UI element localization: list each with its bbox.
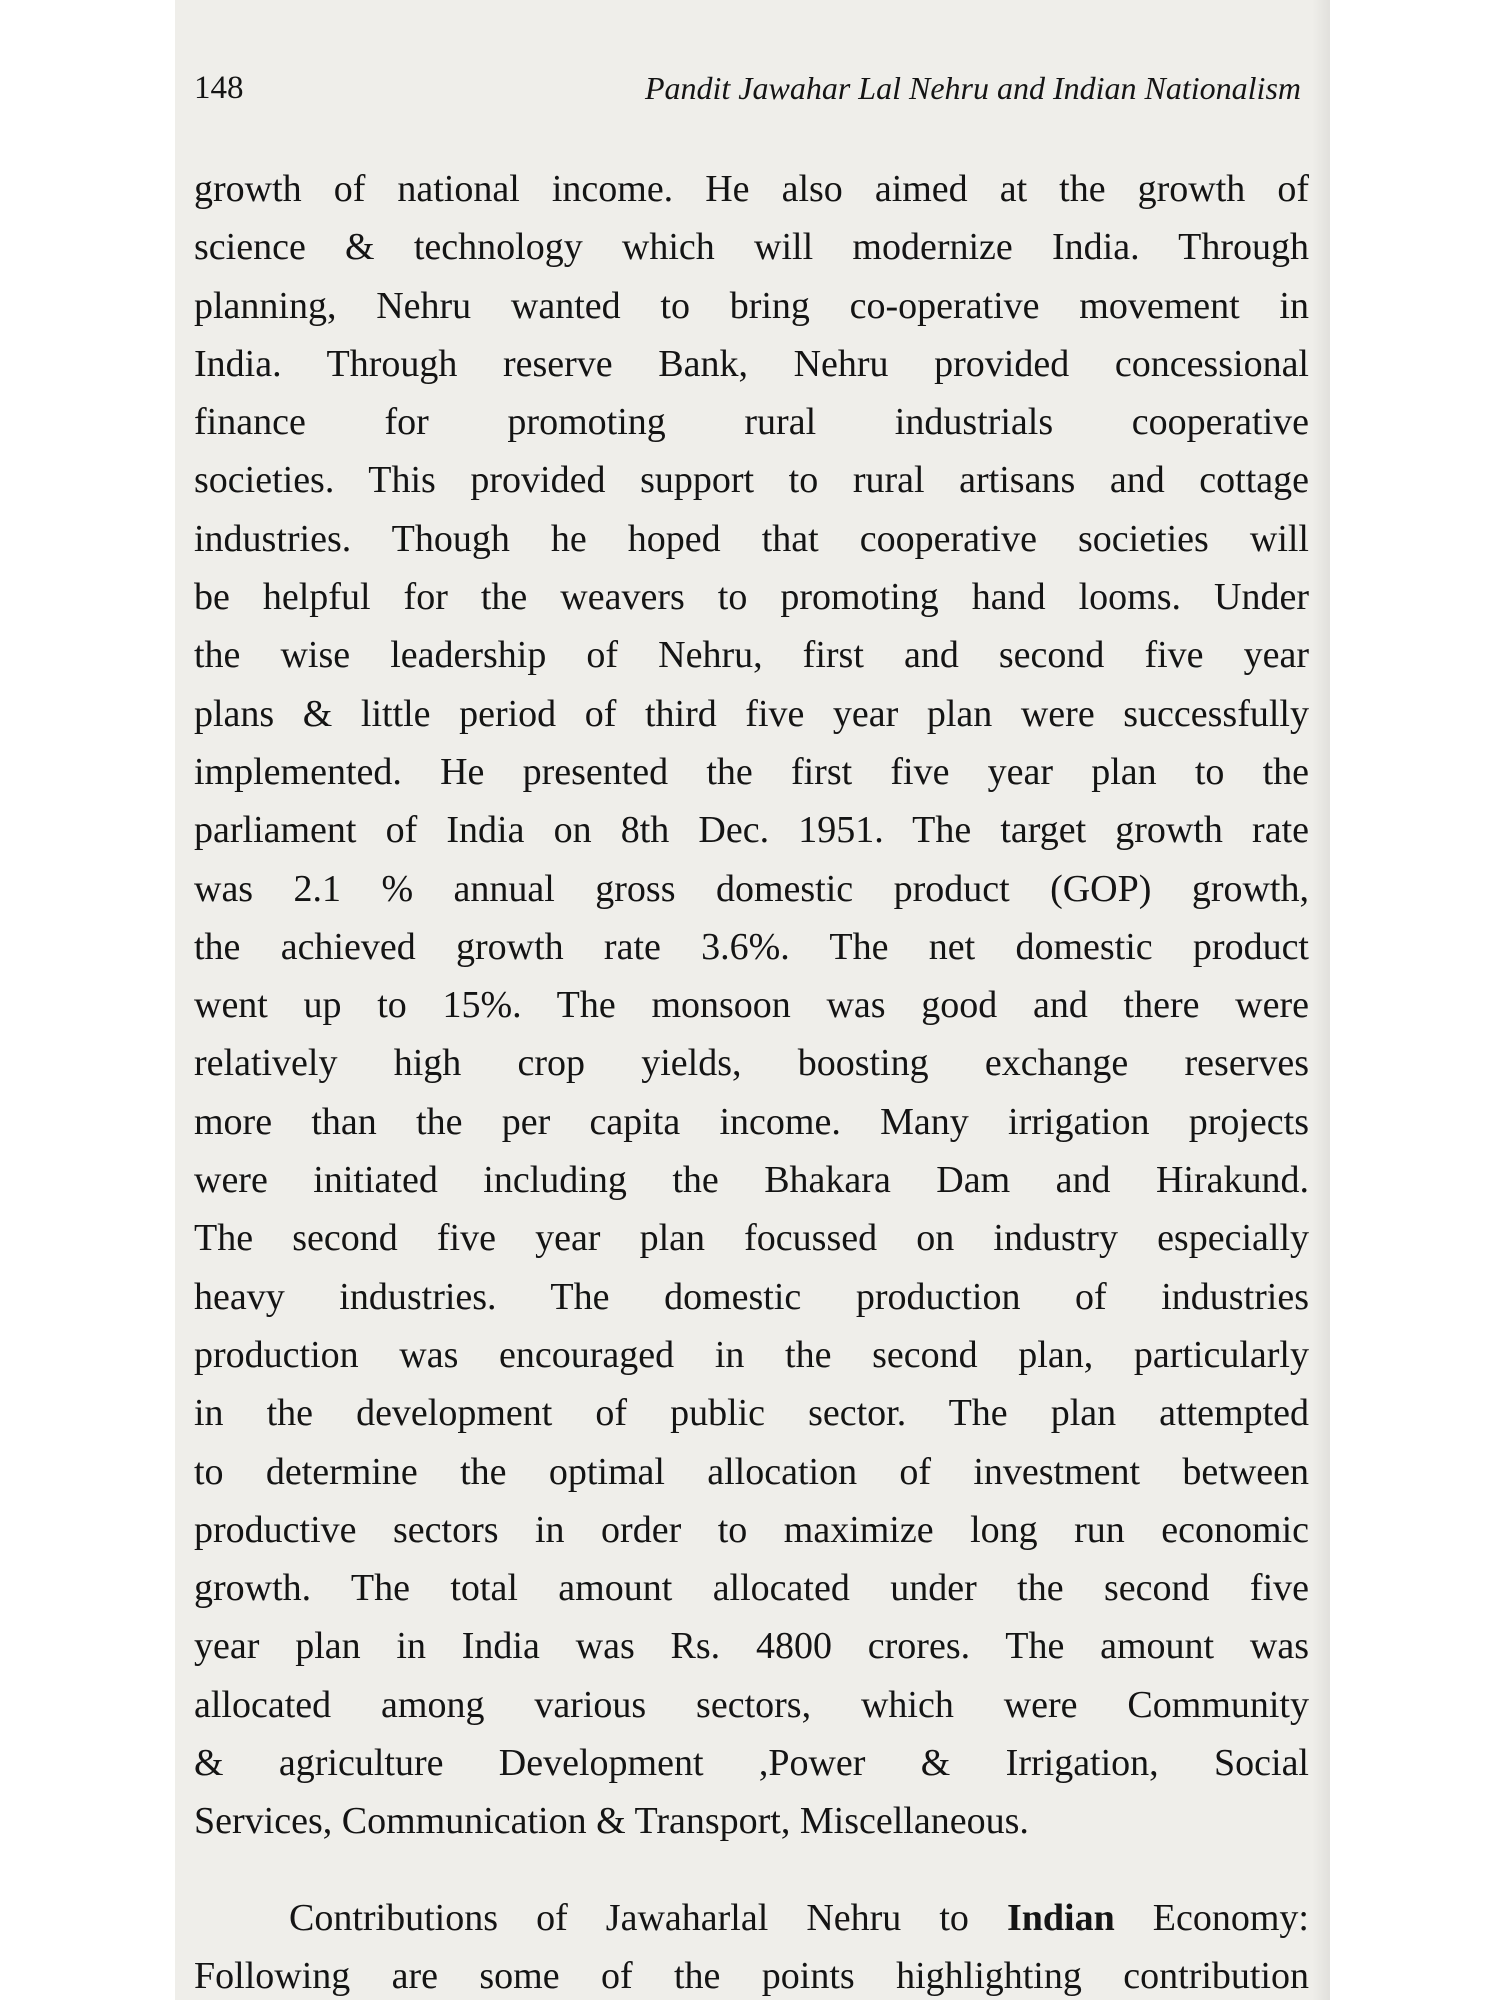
text-run: Economy: <box>1114 1896 1309 1939</box>
text-line: & agriculture Development ,Power & Irrigation, Social <box>194 1742 1309 1785</box>
text-line: allocated among various sectors, which were Community <box>194 1683 1309 1726</box>
text-line: in the development of public sector. The plan attempted <box>194 1392 1309 1435</box>
text-line: growth. The total amount allocated under the second five <box>194 1567 1309 1610</box>
text-line: plans & little period of third five year plan were successfully <box>194 692 1309 735</box>
text-line: to determine the optimal allocation of investment between <box>194 1450 1309 1493</box>
text-line: year plan in India was Rs. 4800 crores. The amount was <box>194 1625 1309 1668</box>
text-line: relatively high crop yields, boosting exchange reserves <box>194 1042 1309 1085</box>
text-line: Following are some of the points highlighting contribution <box>194 1954 1309 1997</box>
text-line: the achieved growth rate 3.6%. The net domestic product <box>194 925 1309 968</box>
page-edge-shadow <box>1312 0 1330 2000</box>
text-run: Contributions of Jawaharlal Nehru to <box>289 1896 1007 1939</box>
text-line: heavy industries. The domestic production of industries <box>194 1275 1309 1318</box>
text-line: went up to 15%. The monsoon was good and there were <box>194 984 1309 1027</box>
text-line: finance for promoting rural industrials cooperative <box>194 401 1309 444</box>
text-line: was 2.1 % annual gross domestic product (GOP) growth, <box>194 867 1309 910</box>
text-line: growth of national income. He also aimed at the growth of <box>194 168 1309 210</box>
paragraph-2 <box>194 1889 1309 2000</box>
text-line: were initiated including the Bhakara Dam and Hirakund. <box>194 1159 1309 1202</box>
text-line: more than the per capita income. Many irrigation projects <box>194 1100 1309 1143</box>
text-line: societies. This provided support to rural artisans and cottage <box>194 459 1309 502</box>
text-line: The second five year plan focussed on industry especially <box>194 1217 1309 1260</box>
text-line: production was encouraged in the second plan, particularly <box>194 1333 1309 1376</box>
text-line: science & technology which will modernize India. Through <box>194 226 1309 269</box>
text-line: the wise leadership of Nehru, first and second five year <box>194 634 1309 677</box>
text-line <box>194 1889 1309 1947</box>
text-line: parliament of India on 8th Dec. 1951. The target growth rate <box>194 809 1309 852</box>
text-line: be helpful for the weavers to promoting hand looms. Under <box>194 576 1309 619</box>
paragraph-1 <box>194 160 1309 1851</box>
text-line: India. Through reserve Bank, Nehru provided concessional <box>194 342 1309 385</box>
text-line: planning, Nehru wanted to bring co-operative movement in <box>194 284 1309 327</box>
text-line: Services, Communication & Transport, Miscellaneous. <box>194 1800 1029 1843</box>
text-line: industries. Though he hoped that cooperative societies will <box>194 517 1309 560</box>
body-text <box>194 160 1309 2000</box>
page-number: 148 <box>194 70 244 106</box>
page-header <box>194 66 1301 110</box>
text-line: implemented. He presented the first five year plan to the <box>194 750 1309 793</box>
bold-text: Indian <box>1006 1896 1115 1939</box>
book-page <box>175 0 1330 2000</box>
paragraph-gap <box>194 1851 1309 1889</box>
running-title: Pandit Jawahar Lal Nehru and Indian Nationalism <box>644 70 1301 106</box>
text-line: productive sectors in order to maximize long run economic <box>194 1508 1309 1551</box>
